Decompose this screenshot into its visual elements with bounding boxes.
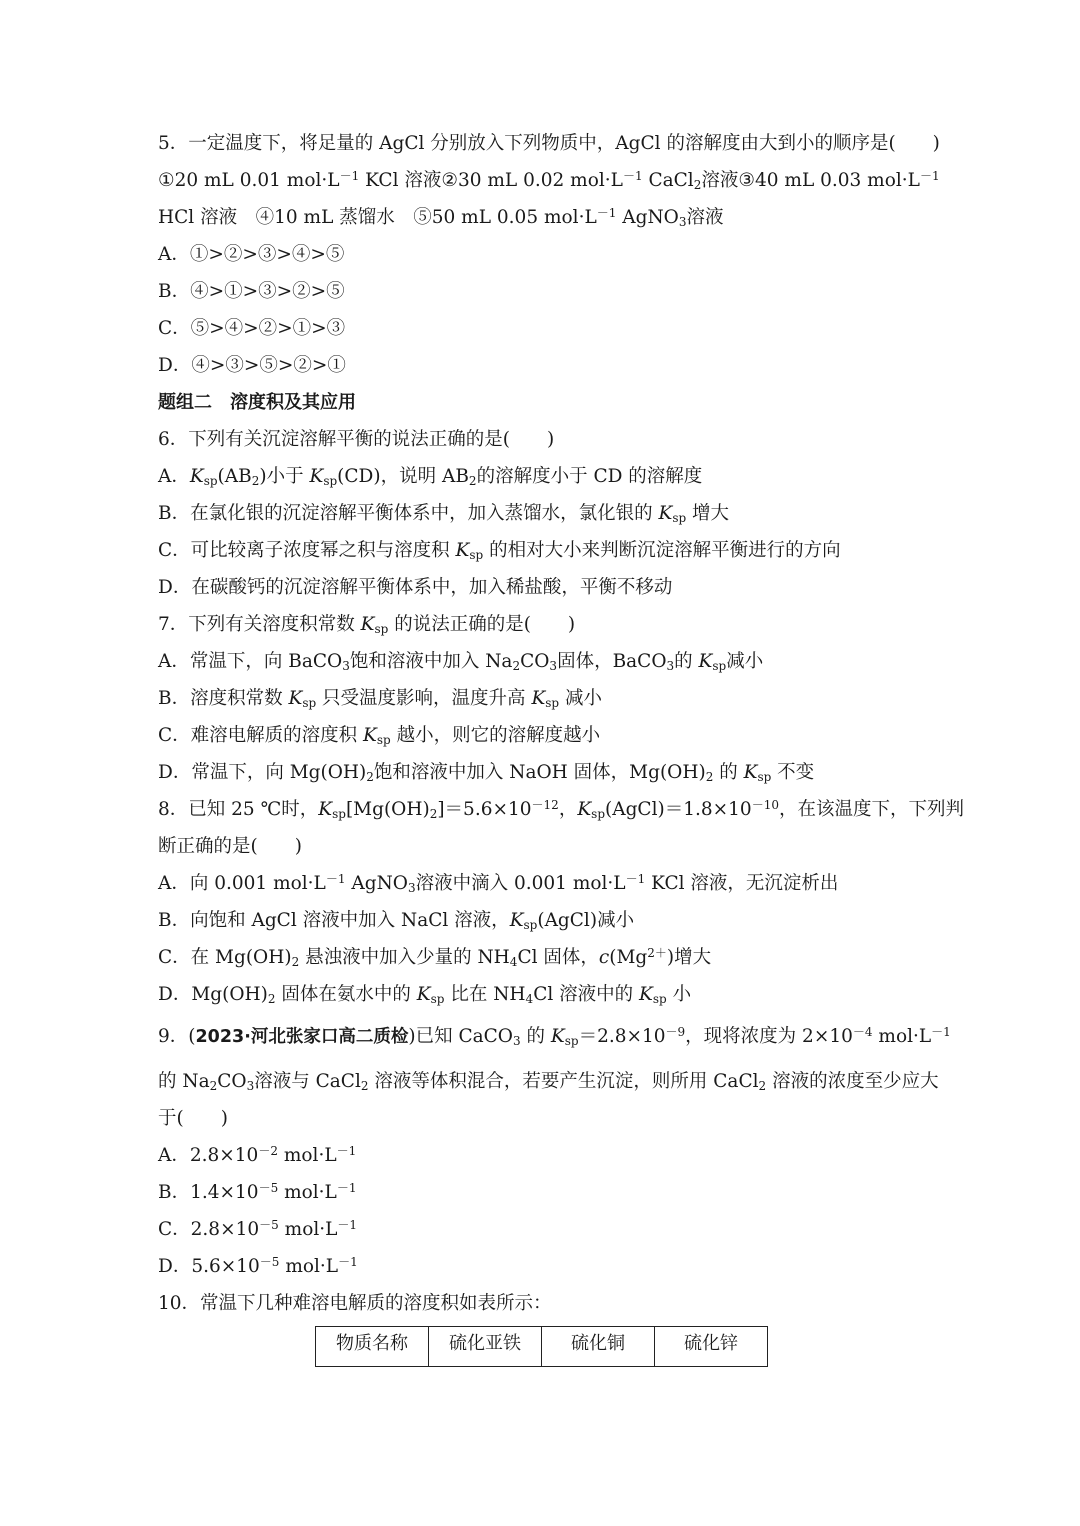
q9-source: 2023·河北张家口高二质检 [195,1027,409,1047]
q7-option-c[interactable]: C．难溶电解质的溶度积 $K_{sp}$ 越小，则它的溶解度越小 [158,725,601,747]
table-header-cell: 硫化亚铁 [429,1327,542,1367]
q7-option-d[interactable]: D．常温下，向 $Mg(OH)_2$饱和溶液中加入 NaOH 固体，$Mg(OH)_2$ 的 $K_{sp}$ 不变 [158,762,815,784]
q8-option-b[interactable]: B．向饱和 AgCl 溶液中加入 NaCl 溶液，$K_{sp}(AgCl)$减小 [158,910,635,932]
table-header-cell: 硫化铜 [542,1327,655,1367]
q5-item-5: ⑤50 mL 0.05 $mol\cdot L^{-1}$ AgNO$_3$溶液 [413,206,724,229]
q5-option-d[interactable]: D．④>③>⑤>②>① [158,355,346,376]
q8-stem-line2: 断正确的是( ) [158,836,302,857]
section-title: 题组二 溶度积及其应用 [158,392,356,413]
q7-option-b[interactable]: B．溶度积常数 $K_{sp}$ 只受温度影响，温度升高 $K_{sp}$ 减小 [158,688,603,710]
q5-item-1: ①20 mL 0.01 $mol\cdot L^{-1}$ KCl 溶液 [158,169,442,191]
q5-item-2: ②30 mL 0.02 $mol\cdot L^{-1}$ CaCl$_2$溶液 [441,169,739,192]
q5-option-c[interactable]: C．⑤>④>②>①>③ [158,318,346,339]
q7-stem: 7．下列有关溶度积常数 $K_{sp}$ 的说法正确的是( ) [158,614,576,636]
q6-option-d[interactable]: D．在碳酸钙的沉淀溶解平衡体系中，加入稀盐酸，平衡不移动 [158,577,673,598]
q9-option-d[interactable]: D．$5.6\times 10^{-5}$ $mol\cdot L^{-1}$ [158,1255,358,1277]
q6-option-b[interactable]: B．在氯化银的沉淀溶解平衡体系中，加入蒸馏水，氯化银的 $K_{sp}$ 增大 [158,503,730,525]
q6-option-a[interactable]: A．$K_{sp}(AB_2)$小于 $K_{sp}(CD)$，说明 $AB_2$的溶解度小于 CD 的溶解度 [158,466,703,488]
q5-items-line2: HCl 溶液 ④10 mL 蒸馏水 ⑤50 mL 0.05 $mol\cdot L^{-1}$ AgNO$_3$溶液 [158,206,724,229]
q5-option-a[interactable]: A．①>②>③>④>⑤ [158,244,345,265]
q6-stem: 6．下列有关沉淀溶解平衡的说法正确的是( ) [158,429,555,450]
q8-option-c[interactable]: C．在 $Mg(OH)_2$ 悬浊液中加入少量的 $NH_4Cl$ 固体，$c(Mg^{2+})$增大 [158,946,712,969]
q9-stem-line2: 的 $Na_2CO_3$溶液与 CaCl$_2$ 溶液等体积混合，若要产生沉淀，则所用 CaCl$_2$ 溶液的浓度至少应大 [158,1071,939,1093]
q8-stem-line1: 8．已知 25 ℃时，$K_{sp}[Mg(OH)_2]=5.6\times 10^{-12}$，$K_{sp}(AgCl)=1.8\times 10^{-10}$，在该温度下，下列判 [158,798,964,821]
q7-option-a[interactable]: A．常温下，向 BaCO$_3$饱和溶液中加入 $Na_2CO_3$固体，BaCO$_3$的 $K_{sp}$减小 [158,651,764,673]
q5-item-3: ③40 mL 0.03 $mol\cdot L^{-1}$ [738,169,940,191]
q9-option-b[interactable]: B．$1.4\times 10^{-5}$ $mol\cdot L^{-1}$ [158,1181,357,1203]
q10-stem: 10．常温下几种难溶电解质的溶度积如表所示： [158,1293,552,1314]
q5-items-line1 [158,169,940,193]
ksp-table [315,1326,768,1367]
q9-stem-line1: 9．(2023·河北张家口高二质检)已知 CaCO$_3$ 的 $K_{sp}=2.8\times 10^{-9}$，现将浓度为 $2\times 10^{-4}$ $mol\cdot L^{-1}$ [158,1025,951,1048]
q9-stem-line3: 于( ) [158,1108,228,1129]
q5-stem: 5．一定温度下，将足量的 AgCl 分别放入下列物质中，AgCl 的溶解度由大到小的顺序是( ) [158,133,940,154]
q5-item-4: ④10 mL 蒸馏水 [255,207,395,228]
table-row [316,1327,768,1367]
table-header-cell: 硫化锌 [655,1327,768,1367]
q6-option-c[interactable]: C．可比较离子浓度幂之积与溶度积 $K_{sp}$ 的相对大小来判断沉淀溶解平衡进行的方向 [158,540,841,562]
q8-option-d[interactable]: D．$Mg(OH)_2$ 固体在氨水中的 $K_{sp}$ 比在 $NH_4Cl$ 溶液中的 $K_{sp}$ 小 [158,984,692,1006]
q9-option-a[interactable]: A．$2.8\times 10^{-2}$ $mol\cdot L^{-1}$ [158,1144,357,1166]
q8-option-a[interactable]: A．向 0.001 $mol\cdot L^{-1}$ AgNO$_3$溶液中滴入 0.001 $mol\cdot L^{-1}$ KCl 溶液，无沉淀析出 [158,872,839,895]
q9-option-c[interactable]: C．$2.8\times 10^{-5}$ $mol\cdot L^{-1}$ [158,1218,358,1240]
table-header-cell: 物质名称 [316,1327,429,1367]
q5-option-b[interactable]: B．④>①>③>②>⑤ [158,281,345,302]
